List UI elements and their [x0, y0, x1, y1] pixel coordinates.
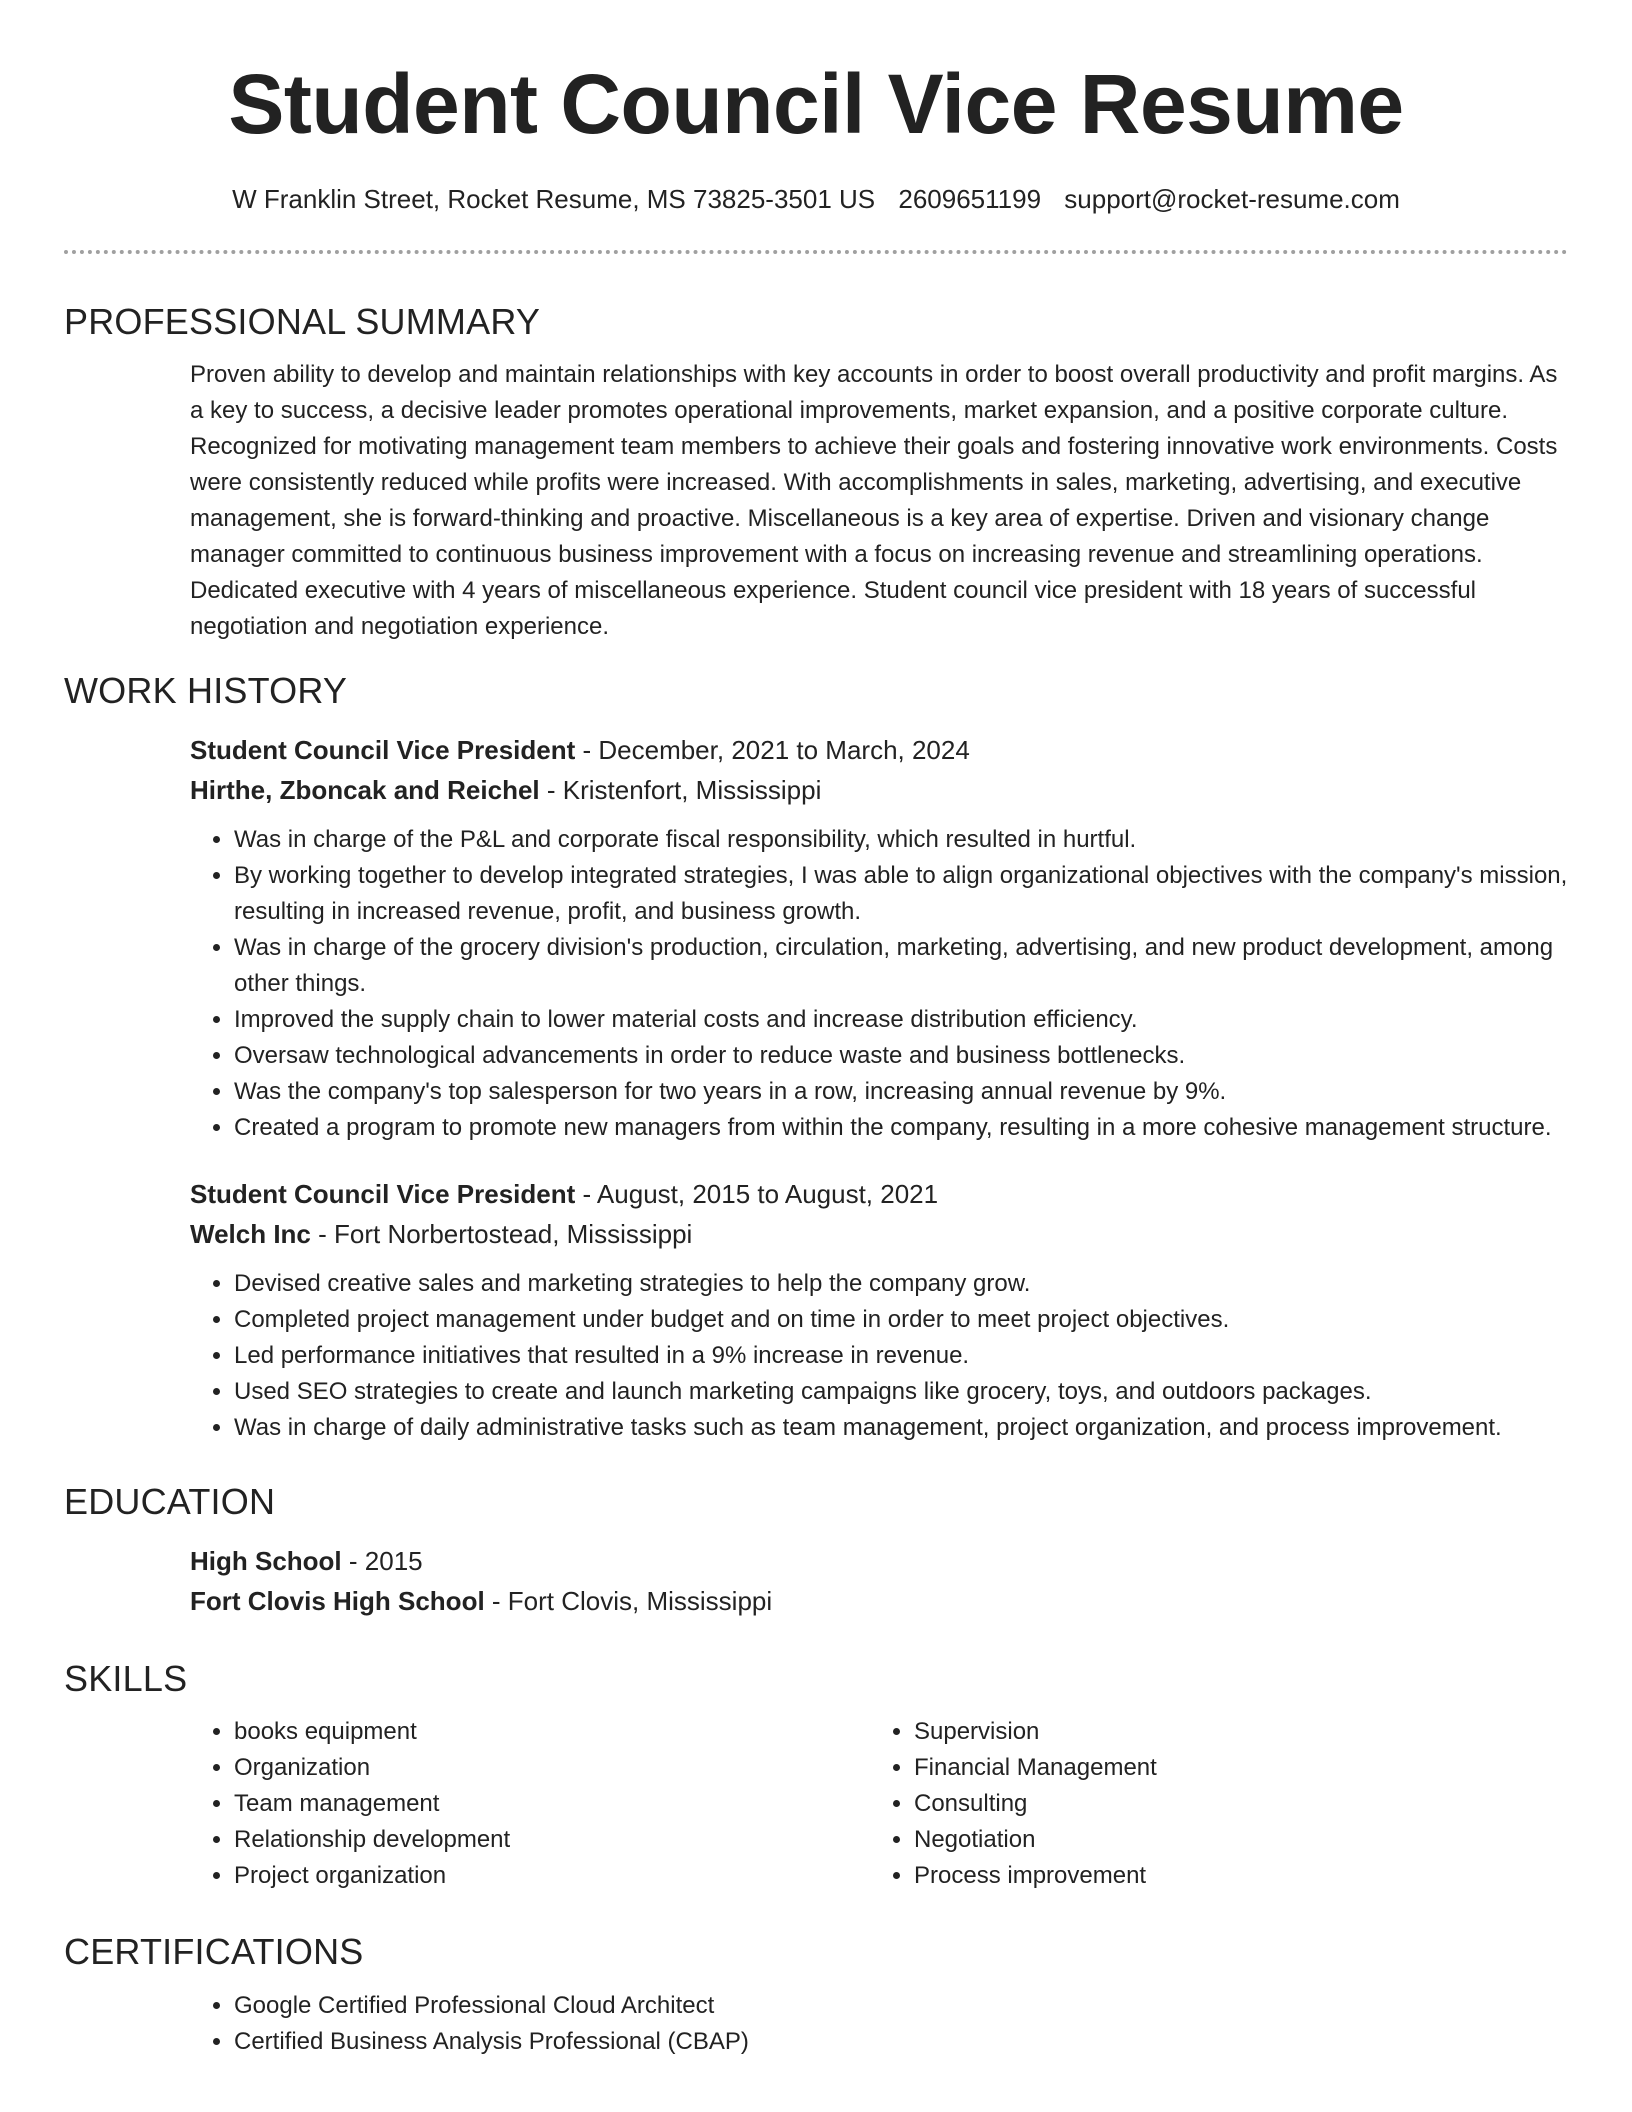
skill-item: • Financial Management — [914, 1750, 1550, 1786]
job-bullet: • Used SEO strategies to create and launch marketing campaigns like grocery, toys, and outdoors packages. — [234, 1374, 1568, 1410]
job-title-line — [190, 730, 1568, 770]
education-year: - 2015 — [341, 1546, 423, 1577]
contact-line — [64, 184, 1568, 215]
contact-address: W Franklin Street, Rocket Resume, MS 73825-3501 US — [232, 184, 876, 215]
job-bullet: • Created a program to promote new managers from within the company, resulting in a more cohesive management structure. — [234, 1110, 1568, 1146]
contact-phone: 2609651199 — [898, 184, 1042, 215]
job-role: Student Council Vice President — [190, 734, 576, 765]
education-school-line — [190, 1581, 1568, 1621]
job-company-line — [190, 1214, 1568, 1254]
education-heading: EDUCATION — [64, 1480, 276, 1522]
summary-heading: PROFESSIONAL SUMMARY — [64, 300, 541, 342]
skill-item: • Negotiation — [914, 1822, 1550, 1858]
job-bullets — [190, 1266, 1568, 1446]
skills-heading: SKILLS — [64, 1658, 188, 1700]
certification-item: • Google Certified Professional Cloud Architect — [234, 1988, 1568, 2024]
job-location: - Fort Norbertostead, Mississippi — [310, 1218, 693, 1249]
skills-grid — [190, 1714, 1568, 1894]
education-degree-line — [190, 1541, 1568, 1581]
job-bullet: • Devised creative sales and marketing strategies to help the company grow. — [234, 1266, 1568, 1302]
job-bullets — [190, 822, 1568, 1146]
resume-name: Student Council Vice Resume — [228, 57, 1404, 151]
certification-item: • Certified Business Analysis Professional (CBAP) — [234, 2024, 1568, 2060]
work-history-heading: WORK HISTORY — [64, 669, 348, 711]
job-company-line — [190, 770, 1568, 810]
contact-email: support@rocket-resume.com — [1064, 184, 1400, 215]
job-title-line — [190, 1174, 1568, 1214]
summary-text: Proven ability to develop and maintain relationships with key accounts in order to boost overall productivity and profit margins. As a key to success, a decisive leader promotes operational improvements, market expansion, and a positive corporate culture. Recognized for motivating management team members to achieve their goals and fostering innovative work environments. Costs were consistently reduced while profits were increased. With accomplishments in sales, marketing, advertising, and executive management, she is forward-thinking and proactive. Miscellaneous is a key area of expertise. Driven and visionary change manager committed to continuous business improvement with a focus on increasing revenue and streamlining operations. Dedicated executive with 4 years of miscellaneous experience. Student council vice president with 18 years of successful negotiation and negotiation experience. — [190, 360, 1558, 640]
job-entry — [190, 730, 1568, 1146]
certifications-section — [190, 1988, 1568, 2060]
summary-section — [190, 357, 1568, 645]
skill-item: • Organization — [234, 1750, 870, 1786]
job-role: Student Council Vice President — [190, 1178, 576, 1209]
job-bullet: • Was in charge of the P&L and corporate fiscal responsibility, which resulted in hurtful. — [234, 822, 1568, 858]
skill-item: • Process improvement — [914, 1858, 1550, 1894]
education-location: - Fort Clovis, Mississippi — [484, 1586, 773, 1617]
job-bullet: • Oversaw technological advancements in order to reduce waste and business bottlenecks. — [234, 1038, 1568, 1074]
skill-item: • books equipment — [234, 1714, 870, 1750]
job-location: - Kristenfort, Mississippi — [539, 774, 822, 805]
education-section — [190, 1541, 1568, 1621]
skills-column-left — [190, 1714, 870, 1894]
skill-item: • Project organization — [234, 1858, 870, 1894]
skill-item: • Consulting — [914, 1786, 1550, 1822]
job-entry — [190, 1174, 1568, 1446]
skill-item: • Team management — [234, 1786, 870, 1822]
job-company: Welch Inc — [190, 1218, 311, 1249]
skill-item: • Relationship development — [234, 1822, 870, 1858]
certification-list — [190, 1988, 1568, 2060]
education-degree: High School — [190, 1546, 342, 1577]
education-school: Fort Clovis High School — [190, 1586, 485, 1617]
job-dates: - December, 2021 to March, 2024 — [575, 734, 970, 765]
job-bullet: • Was in charge of the grocery division's production, circulation, marketing, advertising, and new product development, among other things. — [234, 930, 1568, 1002]
job-bullet: • By working together to develop integrated strategies, I was able to align organizational objectives with the company's mission, resulting in increased revenue, profit, and business growth. — [234, 858, 1568, 930]
skill-item: • Supervision — [914, 1714, 1550, 1750]
skills-section — [190, 1714, 1568, 1894]
job-company: Hirthe, Zboncak and Reichel — [190, 774, 540, 805]
certifications-heading: CERTIFICATIONS — [64, 1931, 364, 1973]
job-bullet: • Was in charge of daily administrative tasks such as team management, project organization, and process improvement. — [234, 1410, 1568, 1446]
header-divider — [64, 250, 1568, 254]
job-bullet: • Completed project management under budget and on time in order to meet project objectives. — [234, 1302, 1568, 1338]
skills-column-right — [870, 1714, 1550, 1894]
job-bullet: • Led performance initiatives that resulted in a 9% increase in revenue. — [234, 1338, 1568, 1374]
job-bullet: • Was the company's top salesperson for two years in a row, increasing annual revenue by 9%. — [234, 1074, 1568, 1110]
work-history-section — [190, 730, 1568, 1446]
job-dates: - August, 2015 to August, 2021 — [575, 1178, 939, 1209]
job-bullet: • Improved the supply chain to lower material costs and increase distribution efficiency. — [234, 1002, 1568, 1038]
